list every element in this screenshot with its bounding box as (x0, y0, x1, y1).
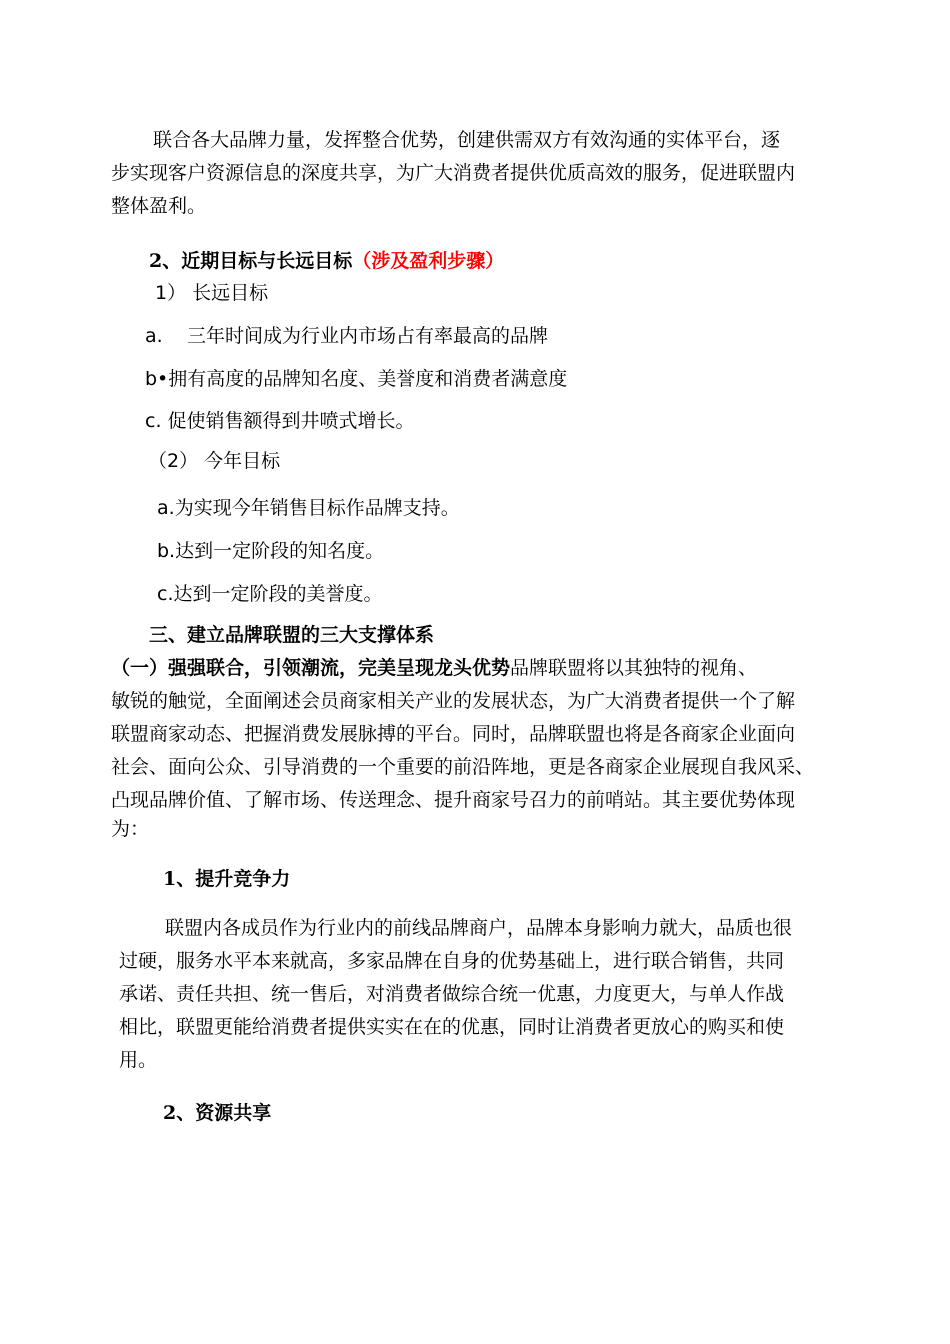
long-term-number: 1） (155, 282, 187, 304)
section-3-sub1-line-2: 敏锐的触觉，全面阐述会员商家相关产业的发展状态，为广大消费者提供一个了解 (111, 690, 796, 712)
section-3-sub1-line-1 (111, 655, 757, 681)
long-term-item-c (145, 408, 415, 434)
long-term-label: 长远目标 (192, 282, 269, 304)
section-2-heading (149, 248, 504, 274)
section-3-sub1-line-6: 为： (111, 818, 150, 840)
this-year-title (148, 448, 280, 474)
long-term-item-a (145, 323, 548, 349)
point-1-line-1: 联盟内各成员作为行业内的前线品牌商户，品牌本身影响力就大，品质也很 (165, 917, 793, 939)
this-year-item-a (157, 495, 460, 521)
intro-line-3: 整体盈利。 (111, 195, 207, 217)
section-3-sub1-line-5: 凸现品牌价值、了解市场、传送理念、提升商家号召力的前哨站。其主要优势体现 (111, 789, 796, 811)
list-marker: a. (157, 497, 175, 519)
long-term-item-b (145, 366, 567, 392)
list-marker: b. (157, 540, 176, 562)
point-1-line-5: 用。 (119, 1049, 158, 1071)
list-marker: a. (145, 325, 163, 347)
list-marker: c. (145, 410, 162, 432)
section-3-sub1-title: （一）强强联合，引领潮流，完美呈现龙头优势 (111, 657, 511, 679)
intro-line-2: 步实现客户资源信息的深度共享，为广大消费者提供优质高效的服务，促进联盟内 (111, 162, 796, 184)
section-2-heading-note: （涉及盈利步骤） (352, 250, 505, 272)
list-item-text: 达到一定阶段的美誉度。 (173, 583, 383, 605)
list-item-text: 三年时间成为行业内市场占有率最高的品牌 (187, 325, 549, 347)
section-3-sub1-line-4: 社会、面向公众、引导消费的一个重要的前沿阵地，更是各商家企业展现自我风采、 (111, 756, 815, 778)
list-marker: b• (145, 368, 169, 390)
list-item-text: 拥有高度的品牌知名度、美誉度和消费者满意度 (168, 368, 568, 390)
long-term-title (155, 280, 268, 306)
list-marker: c. (157, 583, 174, 605)
section-3-sub1-line-3: 联盟商家动态、把握消费发展脉搏的平台。同时，品牌联盟也将是各商家企业面向 (111, 723, 796, 745)
point-1-heading: 1、提升竞争力 (163, 868, 291, 890)
list-item-text: 促使销售额得到井喷式增长。 (167, 410, 415, 432)
point-1-line-4: 相比，联盟更能给消费者提供实实在在的优惠，同时让消费者更放心的购买和使 (119, 1016, 785, 1038)
list-item-text: 达到一定阶段的知名度。 (175, 540, 385, 562)
intro-line-1: 联合各大品牌力量，发挥整合优势，创建供需双方有效沟通的实体平台，逐 (153, 129, 781, 151)
list-item-text: 为实现今年销售目标作品牌支持。 (174, 497, 460, 519)
point-1-line-3: 承诺、责任共担、统一售后，对消费者做综合统一优惠，力度更大，与单人作战 (119, 983, 785, 1005)
section-3-sub1-text: 品牌联盟将以其独特的视角、 (510, 657, 758, 679)
point-1-line-2: 过硬，服务水平本来就高，多家品牌在自身的优势基础上，进行联合销售，共同 (119, 950, 785, 972)
section-2-heading-text: 2、近期目标与长远目标 (149, 250, 353, 272)
this-year-item-b (157, 538, 384, 564)
section-3-heading: 三、建立品牌联盟的三大支撑体系 (149, 624, 435, 646)
point-2-heading: 2、资源共享 (163, 1102, 272, 1124)
this-year-item-c (157, 581, 383, 607)
this-year-label: 今年目标 (204, 450, 281, 472)
this-year-number: （2） (148, 450, 199, 472)
